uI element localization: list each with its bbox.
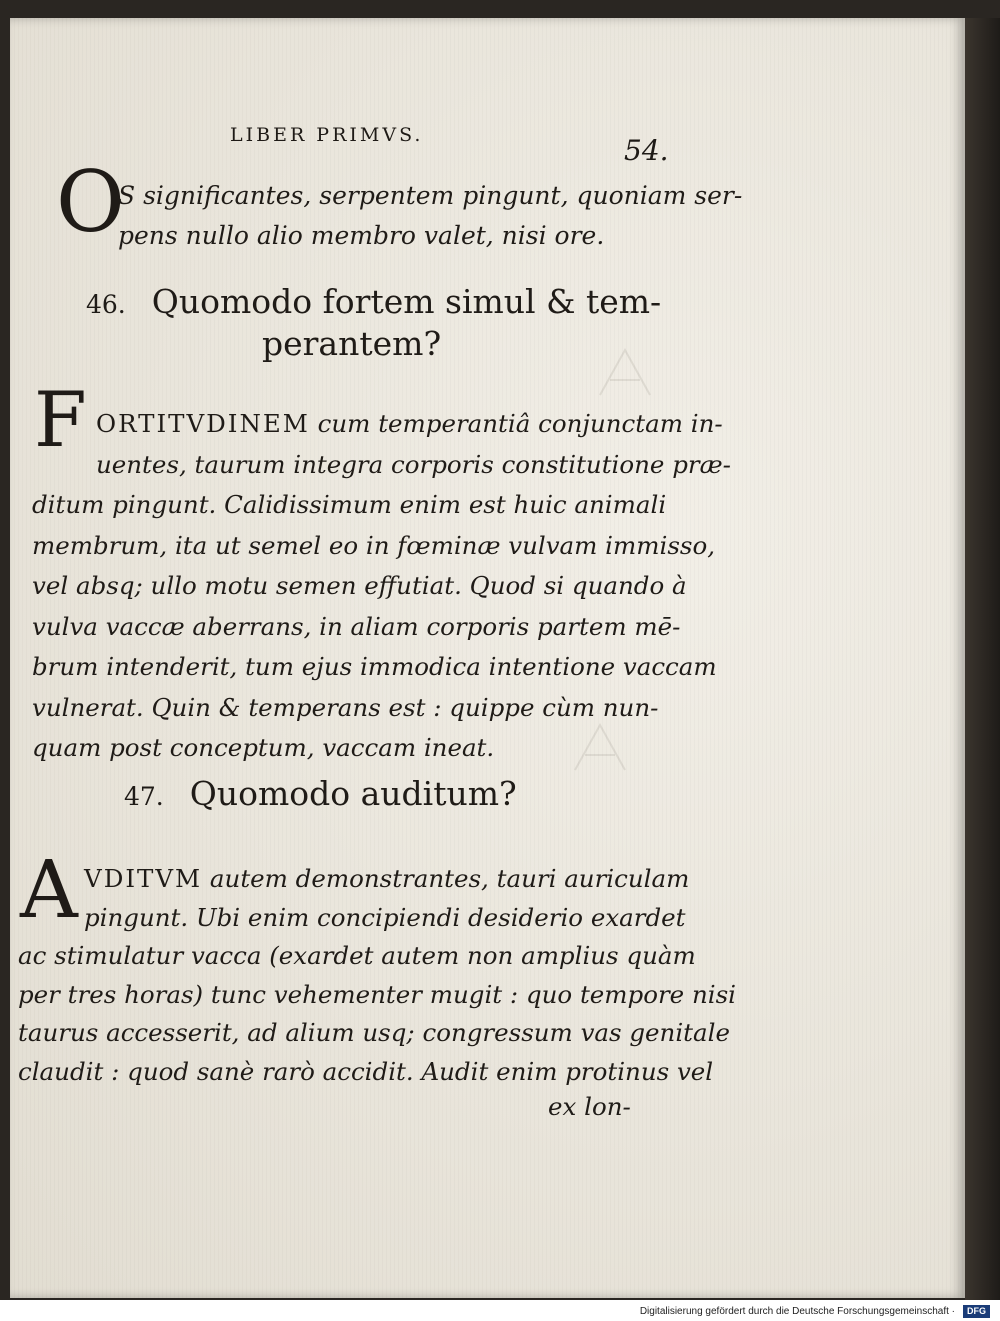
intro-paragraph: [118, 176, 742, 256]
text-line: membrum, ita ut semel eo in fœminæ vulvam immisso,: [32, 530, 715, 560]
catchword: ex lon-: [548, 1092, 631, 1121]
text-line: pingunt. Ubi enim concipiendi desiderio exardet: [84, 902, 686, 932]
digitization-credit: [0, 1302, 1000, 1321]
text-line: brum intenderit, tum ejus immodica intentione vaccam: [32, 652, 717, 681]
drop-cap-o: O: [56, 153, 125, 251]
section-47-heading: [124, 774, 517, 813]
text-line: ORTITVDINEM cum temperantiâ conjunctam in-: [96, 409, 723, 438]
section-46-paragraph-cont: [32, 485, 717, 769]
text-line: VDITVM autem demonstrantes, tauri auriculam: [84, 864, 690, 893]
text-line: claudit : quod sanè rarò accidit. Audit enim protinus vel: [18, 1056, 714, 1086]
section-46-heading-cont: perantem?: [262, 324, 442, 363]
credit-text: Digitalisierung gefördert durch die Deutsche Forschungsgemeinschaft ·: [639, 1306, 955, 1317]
text-line: S significantes, serpentem pingunt, quoniam ser-: [118, 181, 743, 210]
section-47-paragraph: [84, 860, 689, 937]
running-head: LIBER PRIMVS.: [230, 124, 424, 146]
text-line: uentes, taurum integra corporis constitutione præ-: [96, 449, 731, 479]
text-line: quam post conceptum, vaccam ineat.: [32, 733, 495, 762]
page-number: 54.: [624, 134, 669, 167]
small-caps-word: ORTITVDINEM: [96, 409, 310, 438]
section-number: 47.: [124, 782, 164, 811]
text-line: per tres horas) tunc vehementer mugit : quo tempore nisi: [18, 979, 736, 1009]
small-caps-word: VDITVM: [84, 864, 203, 893]
heading-text: Quomodo auditum?: [189, 774, 517, 813]
text-line: pens nullo alio membro valet, nisi ore.: [118, 221, 605, 250]
dfg-logo: DFG: [963, 1305, 990, 1318]
drop-cap-f: F: [34, 375, 87, 464]
drop-cap-a: A: [20, 843, 78, 936]
text-line: vulva vaccæ aberrans, in aliam corporis partem mē-: [32, 611, 681, 641]
text-line: vel absq; ullo motu semen effutiat. Quod si quando à: [32, 571, 687, 600]
heading-text: Quomodo fortem simul & tem-: [151, 282, 662, 321]
text-line: ditum pingunt. Calidissimum enim est huic animali: [32, 490, 667, 519]
section-47-paragraph-cont: [18, 937, 736, 1091]
text-line: taurus accesserit, ad alium usq; congressum vas genitale: [18, 1018, 730, 1047]
section-46-paragraph: [96, 404, 731, 485]
section-number: 46.: [86, 290, 126, 319]
text-line: vulnerat. Quin & temperans est : quippe cùm nun-: [32, 692, 659, 722]
text-line: ac stimulatur vacca (exardet autem non amplius quàm: [18, 941, 696, 970]
section-46-heading: [86, 282, 661, 321]
